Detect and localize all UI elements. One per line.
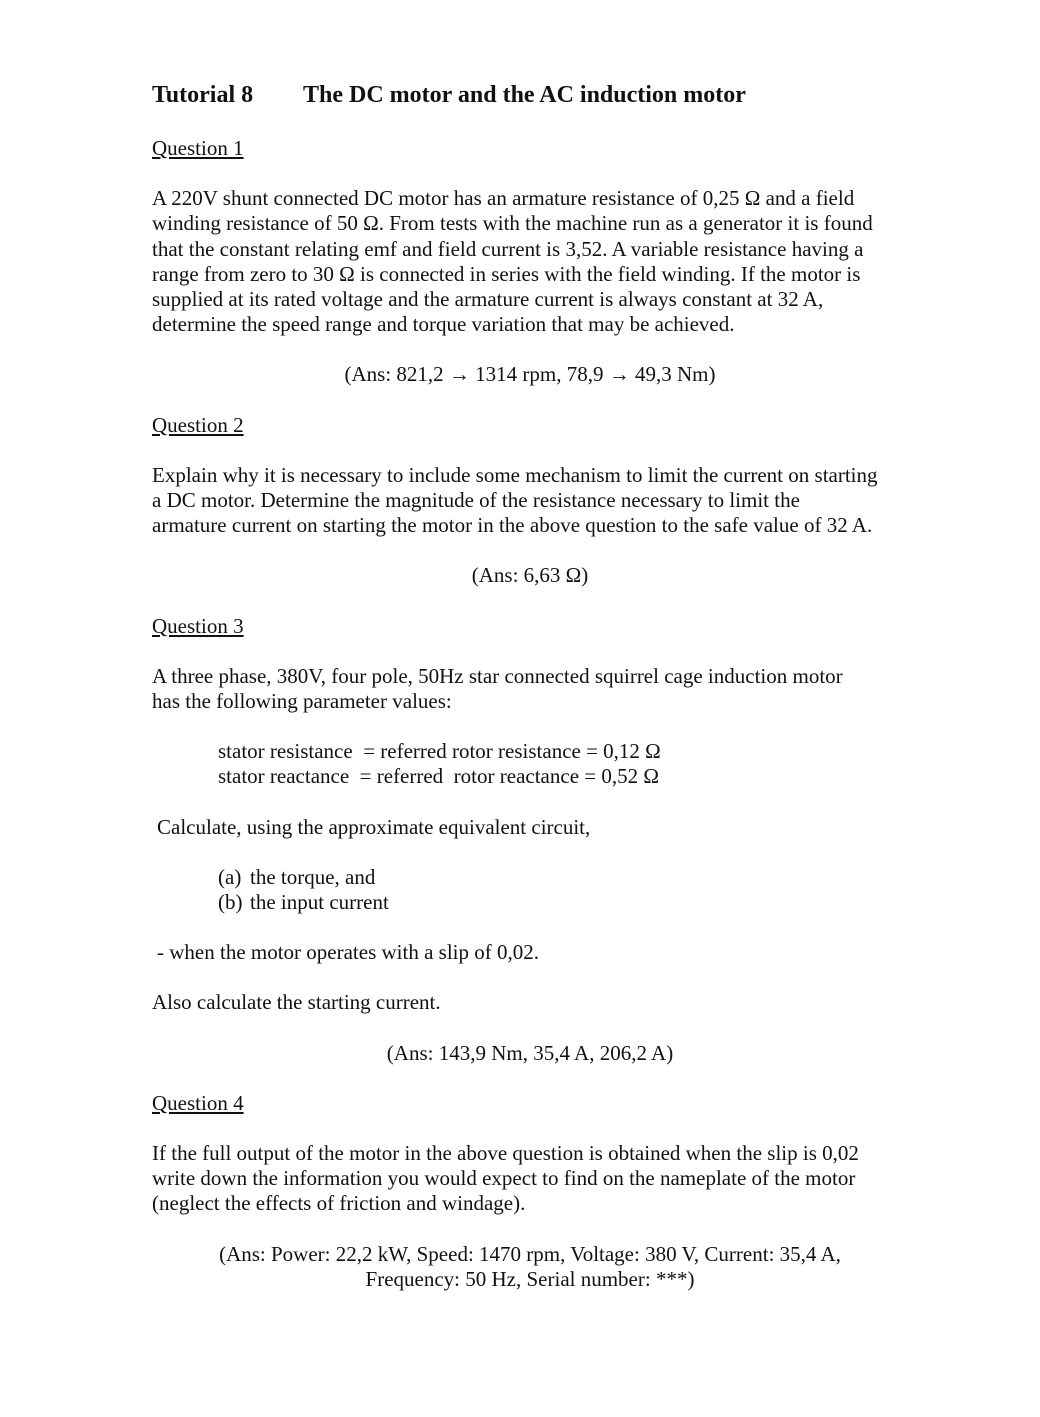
question-heading: Question 2 (152, 412, 244, 437)
item-text: the input current (250, 890, 389, 915)
sub-item (218, 865, 912, 890)
starting-current-text: Also calculate the starting current. (152, 990, 441, 1015)
question-heading: Question 4 (152, 1090, 244, 1115)
question-body (152, 1141, 912, 1217)
tutorial-page (152, 78, 912, 1292)
answer-line: (Ans: Power: 22,2 kW, Speed: 1470 rpm, Voltage: 380 V, Current: 35,4 A, (219, 1241, 841, 1266)
body-line: has the following parameter values: (152, 689, 452, 714)
item-text: the torque, and (250, 864, 376, 889)
body-line: A 220V shunt connected DC motor has an armature resistance of 0,25 Ω and a field (152, 186, 855, 211)
body-line: (neglect the effects of friction and windage). (152, 1191, 526, 1216)
question-4 (152, 1091, 912, 1292)
question-body (152, 664, 912, 714)
question-body (152, 463, 912, 539)
body-line: winding resistance of 50 Ω. From tests with the machine run as a generator it is found (152, 211, 873, 236)
answer: (Ans: 821,2 → 1314 rpm, 78,9 → 49,3 Nm) (344, 362, 716, 387)
tutorial-number: Tutorial 8 (152, 82, 254, 108)
answer-line: Frequency: 50 Hz, Serial number: ***) (365, 1266, 695, 1291)
body-line: range from zero to 30 Ω is connected in series with the field winding. If the motor is (152, 261, 861, 286)
sub-item (218, 890, 912, 915)
question-1 (152, 136, 912, 388)
body-line: A three phase, 380V, four pole, 50Hz star connected squirrel cage induction motor (152, 663, 843, 688)
page-title (152, 78, 912, 112)
body-line: armature current on starting the motor in the above question to the safe value of 32 A. (152, 513, 873, 538)
answer (152, 1242, 908, 1292)
calc-intro: Calculate, using the approximate equivalent circuit, (157, 814, 591, 839)
question-2 (152, 413, 912, 589)
item-label: (b) (218, 890, 243, 915)
answer: (Ans: 143,9 Nm, 35,4 A, 206,2 A) (386, 1040, 674, 1065)
question-body (152, 186, 912, 337)
body-line: a DC motor. Determine the magnitude of the resistance necessary to limit the (152, 488, 800, 513)
item-label: (a) (218, 864, 242, 889)
tutorial-title: The DC motor and the AC induction motor (303, 82, 746, 108)
body-line: If the full output of the motor in the above question is obtained when the slip is 0,02 (152, 1141, 859, 1166)
parameter-line: stator resistance = referred rotor resistance = 0,12 Ω (218, 739, 661, 764)
answer: (Ans: 6,63 Ω) (471, 563, 589, 588)
body-line: determine the speed range and torque variation that may be achieved. (152, 312, 735, 337)
body-line: supplied at its rated voltage and the armature current is always constant at 32 A, (152, 287, 824, 312)
parameter-line: stator reactance = referred rotor reactance = 0,52 Ω (218, 764, 659, 789)
slip-condition: - when the motor operates with a slip of 0,02. (157, 940, 539, 965)
body-line: that the constant relating emf and field current is 3,52. A variable resistance having a (152, 236, 864, 261)
body-line: Explain why it is necessary to include some mechanism to limit the current on starting (152, 462, 878, 487)
question-heading: Question 1 (152, 136, 244, 160)
body-line: write down the information you would expect to find on the nameplate of the motor (152, 1166, 856, 1191)
sub-items (152, 865, 912, 915)
parameter-values (152, 739, 912, 789)
question-heading: Question 3 (152, 613, 244, 638)
question-3 (152, 614, 912, 1066)
